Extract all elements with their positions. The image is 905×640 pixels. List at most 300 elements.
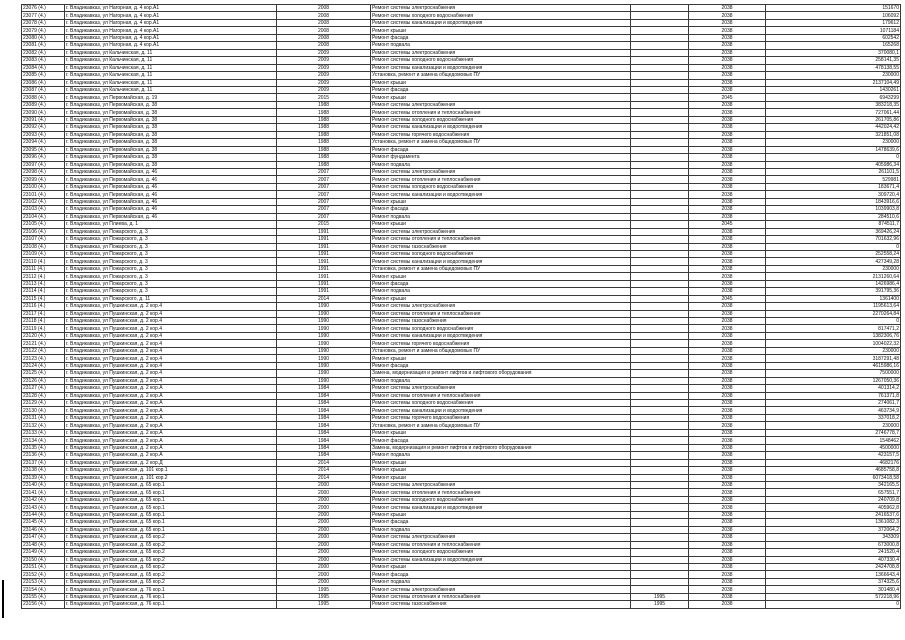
build-year-cell: 2007 — [277, 213, 371, 220]
plan-year-cell: 2038 — [689, 42, 766, 49]
plan-year-cell: 2038 — [689, 422, 766, 429]
plan-year-cell: 2038 — [689, 362, 766, 369]
plan-year-cell: 2038 — [689, 601, 766, 608]
cost-cell: 1478639,6 — [766, 146, 901, 153]
build-year-cell: 1984 — [277, 407, 371, 414]
build-year-cell: 2009 — [277, 64, 371, 71]
build-year-cell: 1991 — [277, 243, 371, 250]
plan-year-cell: 2038 — [689, 586, 766, 593]
plan-year-cell: 2045 — [689, 295, 766, 302]
id-cell: 23129 (4.) — [22, 400, 65, 407]
id-cell: 23151 (4.) — [22, 563, 65, 570]
cost-cell: 1039903,8 — [766, 206, 901, 213]
cost-cell: 230000 — [766, 72, 901, 79]
build-year-cell: 2015 — [277, 94, 371, 101]
build-year-cell: 2014 — [277, 295, 371, 302]
cost-cell: 301480,4 — [766, 586, 901, 593]
plan-year-cell: 2038 — [689, 139, 766, 146]
build-year-cell: 2008 — [277, 12, 371, 19]
build-year-cell: 1984 — [277, 400, 371, 407]
prev-year-cell — [631, 131, 689, 138]
address-cell: г. Владикавказ, ул Пушкинская, д. 2 кор.4 — [65, 355, 277, 362]
prev-year-cell — [631, 310, 689, 317]
build-year-cell: 2000 — [277, 519, 371, 526]
table-row — [22, 258, 901, 265]
plan-year-cell: 2038 — [689, 332, 766, 339]
plan-year-cell: 2038 — [689, 526, 766, 533]
cost-cell: 3187291,48 — [766, 355, 901, 362]
build-year-cell: 2000 — [277, 482, 371, 489]
address-cell: г. Владикавказ, ул Нагорная, д. 4 кор.А1 — [65, 5, 277, 12]
build-year-cell: 1984 — [277, 422, 371, 429]
table-row — [22, 94, 901, 101]
cost-cell: 405962,8 — [766, 504, 901, 511]
address-cell: г. Владикавказ, ул Пушкинская, д. 101 кор.2 — [65, 474, 277, 481]
build-year-cell: 2007 — [277, 191, 371, 198]
build-year-cell: 1995 — [277, 586, 371, 593]
id-cell: 23149 (4.) — [22, 549, 65, 556]
work-type-cell: Ремонт подвала — [371, 526, 631, 533]
cost-cell: 230000 — [766, 139, 901, 146]
cost-cell: 761371,8 — [766, 392, 901, 399]
cost-cell: 391795,36 — [766, 288, 901, 295]
prev-year-cell — [631, 400, 689, 407]
work-type-cell: Ремонт системы газоснабжения — [371, 318, 631, 325]
work-type-cell: Установка, ремонт и замена общедомовых ПУ — [371, 265, 631, 272]
build-year-cell: 2000 — [277, 549, 371, 556]
id-cell: 23121 (4.) — [22, 340, 65, 347]
cost-cell: 7500000 — [766, 370, 901, 377]
table-row — [22, 489, 901, 496]
id-cell: 23078 (4.) — [22, 19, 65, 26]
prev-year-cell — [631, 422, 689, 429]
build-year-cell: 1990 — [277, 332, 371, 339]
id-cell: 23145 (4.) — [22, 519, 65, 526]
build-year-cell: 1995 — [277, 601, 371, 608]
plan-year-cell: 2038 — [689, 258, 766, 265]
build-year-cell: 1995 — [277, 593, 371, 600]
plan-year-cell: 2038 — [689, 347, 766, 354]
id-cell: 23147 (4.) — [22, 534, 65, 541]
cost-cell: 261101,5 — [766, 168, 901, 175]
build-year-cell: 2007 — [277, 183, 371, 190]
work-type-cell: Ремонт системы канализации и водоотведения — [371, 504, 631, 511]
cost-cell: 183671,4 — [766, 183, 901, 190]
table-row — [22, 578, 901, 585]
table-row — [22, 116, 901, 123]
work-type-cell: Ремонт подвала — [371, 452, 631, 459]
prev-year-cell — [631, 168, 689, 175]
address-cell: г. Владикавказ, ул Пушкинская, д. 2 кор.А — [65, 385, 277, 392]
work-type-cell: Ремонт системы канализации и водоотведения — [371, 64, 631, 71]
work-type-cell: Ремонт крыши — [371, 79, 631, 86]
work-type-cell: Ремонт фасада — [371, 280, 631, 287]
id-cell: 23138 (4.) — [22, 467, 65, 474]
work-type-cell: Ремонт системы холодного водоснабжения — [371, 325, 631, 332]
plan-year-cell: 2038 — [689, 168, 766, 175]
plan-year-cell: 2038 — [689, 273, 766, 280]
id-cell: 23130 (4.) — [22, 407, 65, 414]
build-year-cell: 2008 — [277, 42, 371, 49]
id-cell: 23143 (4.) — [22, 504, 65, 511]
table-row — [22, 586, 901, 593]
id-cell: 23135 (4.) — [22, 444, 65, 451]
id-cell: 23089 (4.) — [22, 101, 65, 108]
plan-year-cell: 2038 — [689, 250, 766, 257]
table-row — [22, 198, 901, 205]
plan-year-cell: 2038 — [689, 109, 766, 116]
table-row — [22, 340, 901, 347]
address-cell: г. Владикавказ, ул Пушкинская, д. 2 кор.А — [65, 452, 277, 459]
plan-year-cell: 2038 — [689, 183, 766, 190]
plan-year-cell: 2038 — [689, 459, 766, 466]
id-cell: 23096 (4.) — [22, 154, 65, 161]
build-year-cell: 2014 — [277, 467, 371, 474]
address-cell: г. Владикавказ, ул Пушкинская, д. 65 кор.2 — [65, 534, 277, 541]
work-type-cell: Ремонт фасада — [371, 437, 631, 444]
table-row — [22, 228, 901, 235]
build-year-cell: 1988 — [277, 109, 371, 116]
id-cell: 23152 (4.) — [22, 571, 65, 578]
build-year-cell: 1988 — [277, 146, 371, 153]
table-row — [22, 355, 901, 362]
cost-cell: 4615986,16 — [766, 362, 901, 369]
address-cell: г. Владикавказ, ул Пожарского, д. 3 — [65, 250, 277, 257]
work-type-cell: Ремонт системы газоснабжения — [371, 243, 631, 250]
cost-cell: 2416537,6 — [766, 511, 901, 518]
build-year-cell: 2007 — [277, 206, 371, 213]
work-type-cell: Ремонт системы холодного водоснабжения — [371, 57, 631, 64]
build-year-cell: 1984 — [277, 392, 371, 399]
cost-cell: 478138,55 — [766, 64, 901, 71]
address-cell: г. Владикавказ, ул Первомайская, д. 38 — [65, 101, 277, 108]
work-type-cell: Установка, ремонт и замена общедомовых ПУ — [371, 72, 631, 79]
work-type-cell: Ремонт фундамента — [371, 154, 631, 161]
build-year-cell: 1990 — [277, 325, 371, 332]
work-type-cell: Ремонт системы канализации и водоотведения — [371, 332, 631, 339]
cost-cell: 2746778,7 — [766, 429, 901, 436]
id-cell: 23122 (4.) — [22, 347, 65, 354]
address-cell: г. Владикавказ, ул Пушкинская, д. 65 кор.2 — [65, 549, 277, 556]
plan-year-cell: 2038 — [689, 489, 766, 496]
id-cell: 23139 (4.) — [22, 474, 65, 481]
address-cell: г. Владикавказ, ул Пушкинская, д. 76 кор.1 — [65, 601, 277, 608]
address-cell: г. Владикавказ, ул Первомайская, д. 46 — [65, 176, 277, 183]
table-row — [22, 325, 901, 332]
build-year-cell: 2007 — [277, 198, 371, 205]
address-cell: г. Владикавказ, ул Пушкинская, д. 2 кор.А — [65, 429, 277, 436]
id-cell: 23084 (4.) — [22, 64, 65, 71]
prev-year-cell — [631, 355, 689, 362]
prev-year-cell — [631, 332, 689, 339]
spreadsheet-page — [21, 4, 900, 608]
plan-year-cell: 2038 — [689, 57, 766, 64]
table-body — [22, 5, 901, 609]
plan-year-cell: 2038 — [689, 504, 766, 511]
cost-cell: 6073418,58 — [766, 474, 901, 481]
address-cell: г. Владикавказ, ул Пожарского, д. 11 — [65, 295, 277, 302]
cost-cell: 1382306,76 — [766, 332, 901, 339]
build-year-cell: 1991 — [277, 280, 371, 287]
build-year-cell: 2008 — [277, 34, 371, 41]
table-row — [22, 571, 901, 578]
cost-cell: 1071184 — [766, 27, 901, 34]
build-year-cell: 2000 — [277, 541, 371, 548]
address-cell: г. Владикавказ, ул Пушкинская, д. 65 кор.1 — [65, 482, 277, 489]
plan-year-cell: 2038 — [689, 325, 766, 332]
id-cell: 23142 (4.) — [22, 496, 65, 503]
address-cell: г. Владикавказ, ул Нагорная, д. 4 кор.А1 — [65, 42, 277, 49]
table-row — [22, 288, 901, 295]
prev-year-cell — [631, 541, 689, 548]
plan-year-cell: 2038 — [689, 12, 766, 19]
work-type-cell: Ремонт системы отопления и теплоснабжения — [371, 392, 631, 399]
table-row — [22, 534, 901, 541]
plan-year-cell: 2045 — [689, 221, 766, 228]
prev-year-cell — [631, 534, 689, 541]
prev-year-cell — [631, 12, 689, 19]
build-year-cell: 1990 — [277, 318, 371, 325]
table-row — [22, 139, 901, 146]
id-cell: 23115 (4.) — [22, 295, 65, 302]
cost-cell: 874511,7 — [766, 221, 901, 228]
address-cell: г. Владикавказ, ул Пушкинская, д. 65 кор.1 — [65, 496, 277, 503]
scan-edge-mark — [2, 580, 4, 618]
id-cell: 23119 (4.) — [22, 325, 65, 332]
cost-cell: 2424708,8 — [766, 563, 901, 570]
table-row — [22, 429, 901, 436]
work-type-cell: Ремонт системы холодного водоснабжения — [371, 549, 631, 556]
id-cell: 23104 (4.) — [22, 213, 65, 220]
id-cell: 23081 (4.) — [22, 42, 65, 49]
build-year-cell: 2009 — [277, 79, 371, 86]
id-cell: 23153 (4.) — [22, 578, 65, 585]
prev-year-cell — [631, 519, 689, 526]
id-cell: 23105 (4.) — [22, 221, 65, 228]
build-year-cell: 1990 — [277, 377, 371, 384]
id-cell: 23148 (4.) — [22, 541, 65, 548]
build-year-cell: 1988 — [277, 161, 371, 168]
build-year-cell: 1990 — [277, 355, 371, 362]
prev-year-cell — [631, 571, 689, 578]
plan-year-cell: 2038 — [689, 578, 766, 585]
work-type-cell: Ремонт системы электроснабжения — [371, 101, 631, 108]
prev-year-cell — [631, 198, 689, 205]
id-cell: 23103 (4.) — [22, 206, 65, 213]
address-cell: г. Владикавказ, ул Пушкинская, д. 2 кор.4 — [65, 318, 277, 325]
cost-cell: 0 — [766, 243, 901, 250]
table-row — [22, 176, 901, 183]
work-type-cell: Установка, ремонт и замена общедомовых ПУ — [371, 422, 631, 429]
prev-year-cell — [631, 236, 689, 243]
address-cell: г. Владикавказ, ул Пожарского, д. 3 — [65, 243, 277, 250]
build-year-cell: 1988 — [277, 124, 371, 131]
plan-year-cell: 2038 — [689, 19, 766, 26]
id-cell: 23107 (4.) — [22, 236, 65, 243]
id-cell: 23120 (4.) — [22, 332, 65, 339]
work-type-cell: Ремонт крыши — [371, 563, 631, 570]
address-cell: г. Владикавказ, ул Первомайская, д. 46 — [65, 168, 277, 175]
plan-year-cell: 2038 — [689, 265, 766, 272]
cost-cell: 383218,35 — [766, 101, 901, 108]
build-year-cell: 2009 — [277, 72, 371, 79]
plan-year-cell: 2038 — [689, 340, 766, 347]
prev-year-cell — [631, 265, 689, 272]
build-year-cell: 2014 — [277, 459, 371, 466]
prev-year-cell — [631, 549, 689, 556]
work-type-cell: Ремонт системы отопления и теплоснабжения — [371, 176, 631, 183]
work-type-cell: Ремонт системы газоснабжения — [371, 601, 631, 608]
plan-year-cell: 2038 — [689, 34, 766, 41]
table-row — [22, 243, 901, 250]
address-cell: г. Владикавказ, ул Пушкинская, д. 65 кор.1 — [65, 511, 277, 518]
address-cell: г. Владикавказ, ул Первомайская, д. 46 — [65, 183, 277, 190]
prev-year-cell — [631, 258, 689, 265]
work-type-cell: Ремонт системы электроснабжения — [371, 482, 631, 489]
cost-cell: 701632,96 — [766, 236, 901, 243]
build-year-cell: 1990 — [277, 347, 371, 354]
table-row — [22, 504, 901, 511]
plan-year-cell: 2038 — [689, 452, 766, 459]
prev-year-cell — [631, 116, 689, 123]
build-year-cell: 2014 — [277, 474, 371, 481]
prev-year-cell — [631, 213, 689, 220]
build-year-cell: 2000 — [277, 526, 371, 533]
prev-year-cell — [631, 228, 689, 235]
cost-cell: 309720,4 — [766, 191, 901, 198]
address-cell: г. Владикавказ, ул Первомайская, д. 38 — [65, 139, 277, 146]
id-cell: 23146 (4.) — [22, 526, 65, 533]
address-cell: г. Владикавказ, ул Пожарского, д. 3 — [65, 258, 277, 265]
work-type-cell: Ремонт крыши — [371, 474, 631, 481]
build-year-cell: 1991 — [277, 236, 371, 243]
cost-cell: 1361400 — [766, 295, 901, 302]
work-type-cell: Ремонт подвала — [371, 288, 631, 295]
work-type-cell: Замена, модернизация и ремонт лифтов и лифтового оборудования — [371, 444, 631, 451]
table-row — [22, 601, 901, 608]
table-row — [22, 541, 901, 548]
prev-year-cell — [631, 27, 689, 34]
address-cell: г. Владикавказ, ул Кальчинская, д. 11 — [65, 49, 277, 56]
work-type-cell: Ремонт системы холодного водоснабжения — [371, 250, 631, 257]
cost-cell: 572218,96 — [766, 593, 901, 600]
id-cell: 23083 (4.) — [22, 57, 65, 64]
plan-year-cell: 2038 — [689, 161, 766, 168]
id-cell: 23079 (4.) — [22, 27, 65, 34]
address-cell: г. Владикавказ, ул Пушкинская, д. 65 кор.2 — [65, 571, 277, 578]
prev-year-cell — [631, 496, 689, 503]
cost-cell: 1426986,4 — [766, 280, 901, 287]
capital-repair-table — [21, 4, 901, 609]
prev-year-cell — [631, 407, 689, 414]
plan-year-cell: 2038 — [689, 86, 766, 93]
build-year-cell: 1988 — [277, 139, 371, 146]
cost-cell: 1366643,4 — [766, 571, 901, 578]
work-type-cell: Ремонт крыши — [371, 429, 631, 436]
table-row — [22, 265, 901, 272]
build-year-cell: 1990 — [277, 310, 371, 317]
address-cell: г. Владикавказ, ул Пушкинская, д. 101 кор.1 — [65, 467, 277, 474]
cost-cell: 1004022,32 — [766, 340, 901, 347]
prev-year-cell — [631, 191, 689, 198]
cost-cell: 374325,6 — [766, 578, 901, 585]
cost-cell: 252558,24 — [766, 250, 901, 257]
cost-cell: 407330,4 — [766, 556, 901, 563]
build-year-cell: 1984 — [277, 414, 371, 421]
build-year-cell: 2000 — [277, 578, 371, 585]
address-cell: г. Владикавказ, ул Плиева, д. 1 — [65, 221, 277, 228]
table-row — [22, 474, 901, 481]
table-row — [22, 57, 901, 64]
work-type-cell: Ремонт фасада — [371, 146, 631, 153]
work-type-cell: Ремонт системы холодного водоснабжения — [371, 496, 631, 503]
table-row — [22, 519, 901, 526]
plan-year-cell: 2038 — [689, 370, 766, 377]
cost-cell: 2131260,64 — [766, 273, 901, 280]
prev-year-cell — [631, 146, 689, 153]
id-cell: 23106 (4.) — [22, 228, 65, 235]
address-cell: г. Владикавказ, ул Пушкинская, д. 76 кор.1 — [65, 593, 277, 600]
prev-year-cell — [631, 109, 689, 116]
id-cell: 23156 (4.) — [22, 601, 65, 608]
table-row — [22, 549, 901, 556]
work-type-cell: Ремонт системы холодного водоснабжения — [371, 116, 631, 123]
prev-year-cell — [631, 392, 689, 399]
work-type-cell: Ремонт системы горячего водоснабжения — [371, 414, 631, 421]
plan-year-cell: 2038 — [689, 355, 766, 362]
id-cell: 23124 (4.) — [22, 362, 65, 369]
table-row — [22, 79, 901, 86]
cost-cell: 1361082,3 — [766, 519, 901, 526]
prev-year-cell — [631, 414, 689, 421]
prev-year-cell — [631, 288, 689, 295]
prev-year-cell — [631, 482, 689, 489]
build-year-cell: 2007 — [277, 168, 371, 175]
build-year-cell: 1991 — [277, 258, 371, 265]
table-row — [22, 49, 901, 56]
table-row — [22, 273, 901, 280]
prev-year-cell — [631, 467, 689, 474]
table-row — [22, 206, 901, 213]
address-cell: г. Владикавказ, ул Нагорная, д. 4 кор.А1 — [65, 34, 277, 41]
table-row — [22, 64, 901, 71]
plan-year-cell: 2038 — [689, 124, 766, 131]
address-cell: г. Владикавказ, ул Пушкинская, д. 65 кор.2 — [65, 578, 277, 585]
address-cell: г. Владикавказ, ул Пушкинская, д. 65 кор.2 — [65, 556, 277, 563]
address-cell: г. Владикавказ, ул Пушкинская, д. 2 кор.4 — [65, 332, 277, 339]
address-cell: г. Владикавказ, ул Пушкинская, д. 2 кор.А — [65, 400, 277, 407]
cost-cell: 342165,5 — [766, 482, 901, 489]
cost-cell: 1195613,64 — [766, 303, 901, 310]
table-row — [22, 347, 901, 354]
table-row — [22, 444, 901, 451]
prev-year-cell — [631, 511, 689, 518]
cost-cell: 284510,6 — [766, 213, 901, 220]
address-cell: г. Владикавказ, ул Кальчинская, д. 11 — [65, 57, 277, 64]
prev-year-cell — [631, 161, 689, 168]
cost-cell: 2137104,49 — [766, 79, 901, 86]
table-row — [22, 459, 901, 466]
prev-year-cell — [631, 64, 689, 71]
build-year-cell: 2009 — [277, 86, 371, 93]
table-row — [22, 511, 901, 518]
build-year-cell: 2009 — [277, 57, 371, 64]
id-cell: 23155 (4.) — [22, 593, 65, 600]
id-cell: 23118 (4.) — [22, 318, 65, 325]
address-cell: г. Владикавказ, ул Пушкинская, д. 2 кор.4 — [65, 377, 277, 384]
prev-year-cell: 1995 — [631, 601, 689, 608]
address-cell: г. Владикавказ, ул Первомайская, д. 19 — [65, 94, 277, 101]
